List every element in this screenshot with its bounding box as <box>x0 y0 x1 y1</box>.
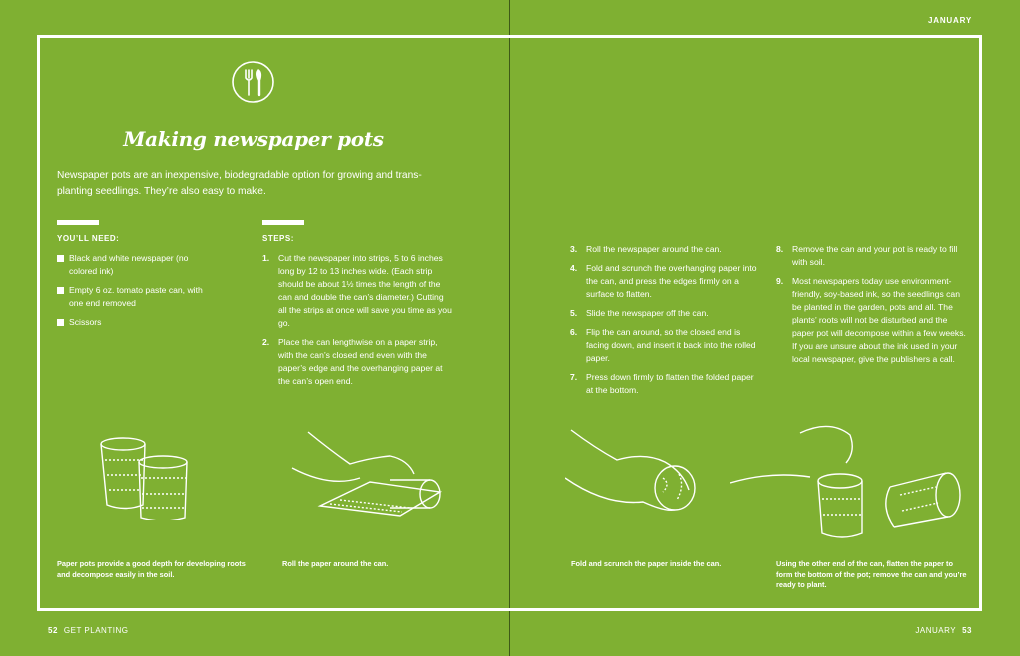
step-item: 4. Fold and scrunch the overhanging paper into the can, and press the edges firmly on a surface to flatten. <box>570 263 757 299</box>
step-item: 3. Roll the newspaper around the can. <box>570 244 722 254</box>
bullet-square <box>57 287 64 294</box>
scrunch-paper-illustration <box>565 422 705 522</box>
caption-scrunch-paper: Fold and scrunch the paper inside the can. <box>571 559 722 568</box>
flatten-pot-illustration <box>730 415 970 545</box>
page-title: Making newspaper pots <box>123 127 384 151</box>
step-item: 1. Cut the newspaper into strips, 5 to 6 inches long by 12 to 13 inches wide. (Each strip should be about 1½ times the length of the can and double the can’s diameter.) Cutting all the strips at once will save you time as you go. <box>262 253 452 328</box>
folio-left <box>48 626 128 635</box>
step-item: 5. Slide the newspaper off the can. <box>570 308 709 318</box>
running-head: JANUARY <box>928 16 972 25</box>
step-item: 2. Place the can lengthwise on a paper strip, with the can’s closed end even with the paper’s edge and the overhanging paper at the can’s open end. <box>262 337 443 386</box>
intro-paragraph: Newspaper pots are an inexpensive, biodegradable option for growing and transplanting seedlings. They’re also easy to make. <box>57 170 422 197</box>
steps-column-2 <box>570 243 758 403</box>
page-number-left: 52 <box>48 626 58 635</box>
page-number-right: 53 <box>962 626 972 635</box>
section-label-right: JANUARY <box>915 626 957 635</box>
folio-right <box>915 626 972 635</box>
caption-flatten-pot: Using the other end of the can, flatten the paper to form the bottom of the pot; remove the can and you’re ready to plant. <box>776 559 967 589</box>
steps-heading: STEPS: <box>262 234 294 243</box>
roll-paper-illustration <box>290 428 450 518</box>
bullet-square <box>57 255 64 262</box>
steps-rule <box>262 220 304 225</box>
needs-heading: YOU’LL NEED: <box>57 234 120 243</box>
caption-paper-pots: Paper pots provide a good depth for developing roots and decompose easily in the soil. <box>57 559 246 579</box>
paper-pots-illustration <box>95 430 195 520</box>
step-item: 6. Flip the can around, so the closed end is facing down, and insert it back into the rolled paper. <box>570 327 756 363</box>
list-item: Black and white newspaper (no colored ink) <box>57 252 207 278</box>
caption-roll-paper: Roll the paper around the can. <box>282 559 389 568</box>
step-item: 7. Press down firmly to flatten the folded paper at the bottom. <box>570 372 754 395</box>
garden-tools-icon <box>231 60 275 104</box>
step-item: 8. Remove the can and your pot is ready to fill with soil. <box>776 244 958 267</box>
section-label-left: GET PLANTING <box>63 626 129 635</box>
bullet-square <box>57 319 64 326</box>
step-item: 9. Most newspapers today use environment-friendly, soy-based ink, so the seedlings can be planted in the garden, pots and all. The plants’ roots will not be disturbed and the paper pot will decompose within a few weeks. If you are unsure about the ink used in your local newspaper, give the publishers a call. <box>776 276 966 364</box>
supplies-list <box>57 252 207 335</box>
list-item: Scissors <box>57 316 207 329</box>
needs-rule <box>57 220 99 225</box>
steps-column-3 <box>776 243 966 372</box>
list-item: Empty 6 oz. tomato paste can, with one end removed <box>57 284 207 310</box>
steps-column-1 <box>262 252 452 394</box>
